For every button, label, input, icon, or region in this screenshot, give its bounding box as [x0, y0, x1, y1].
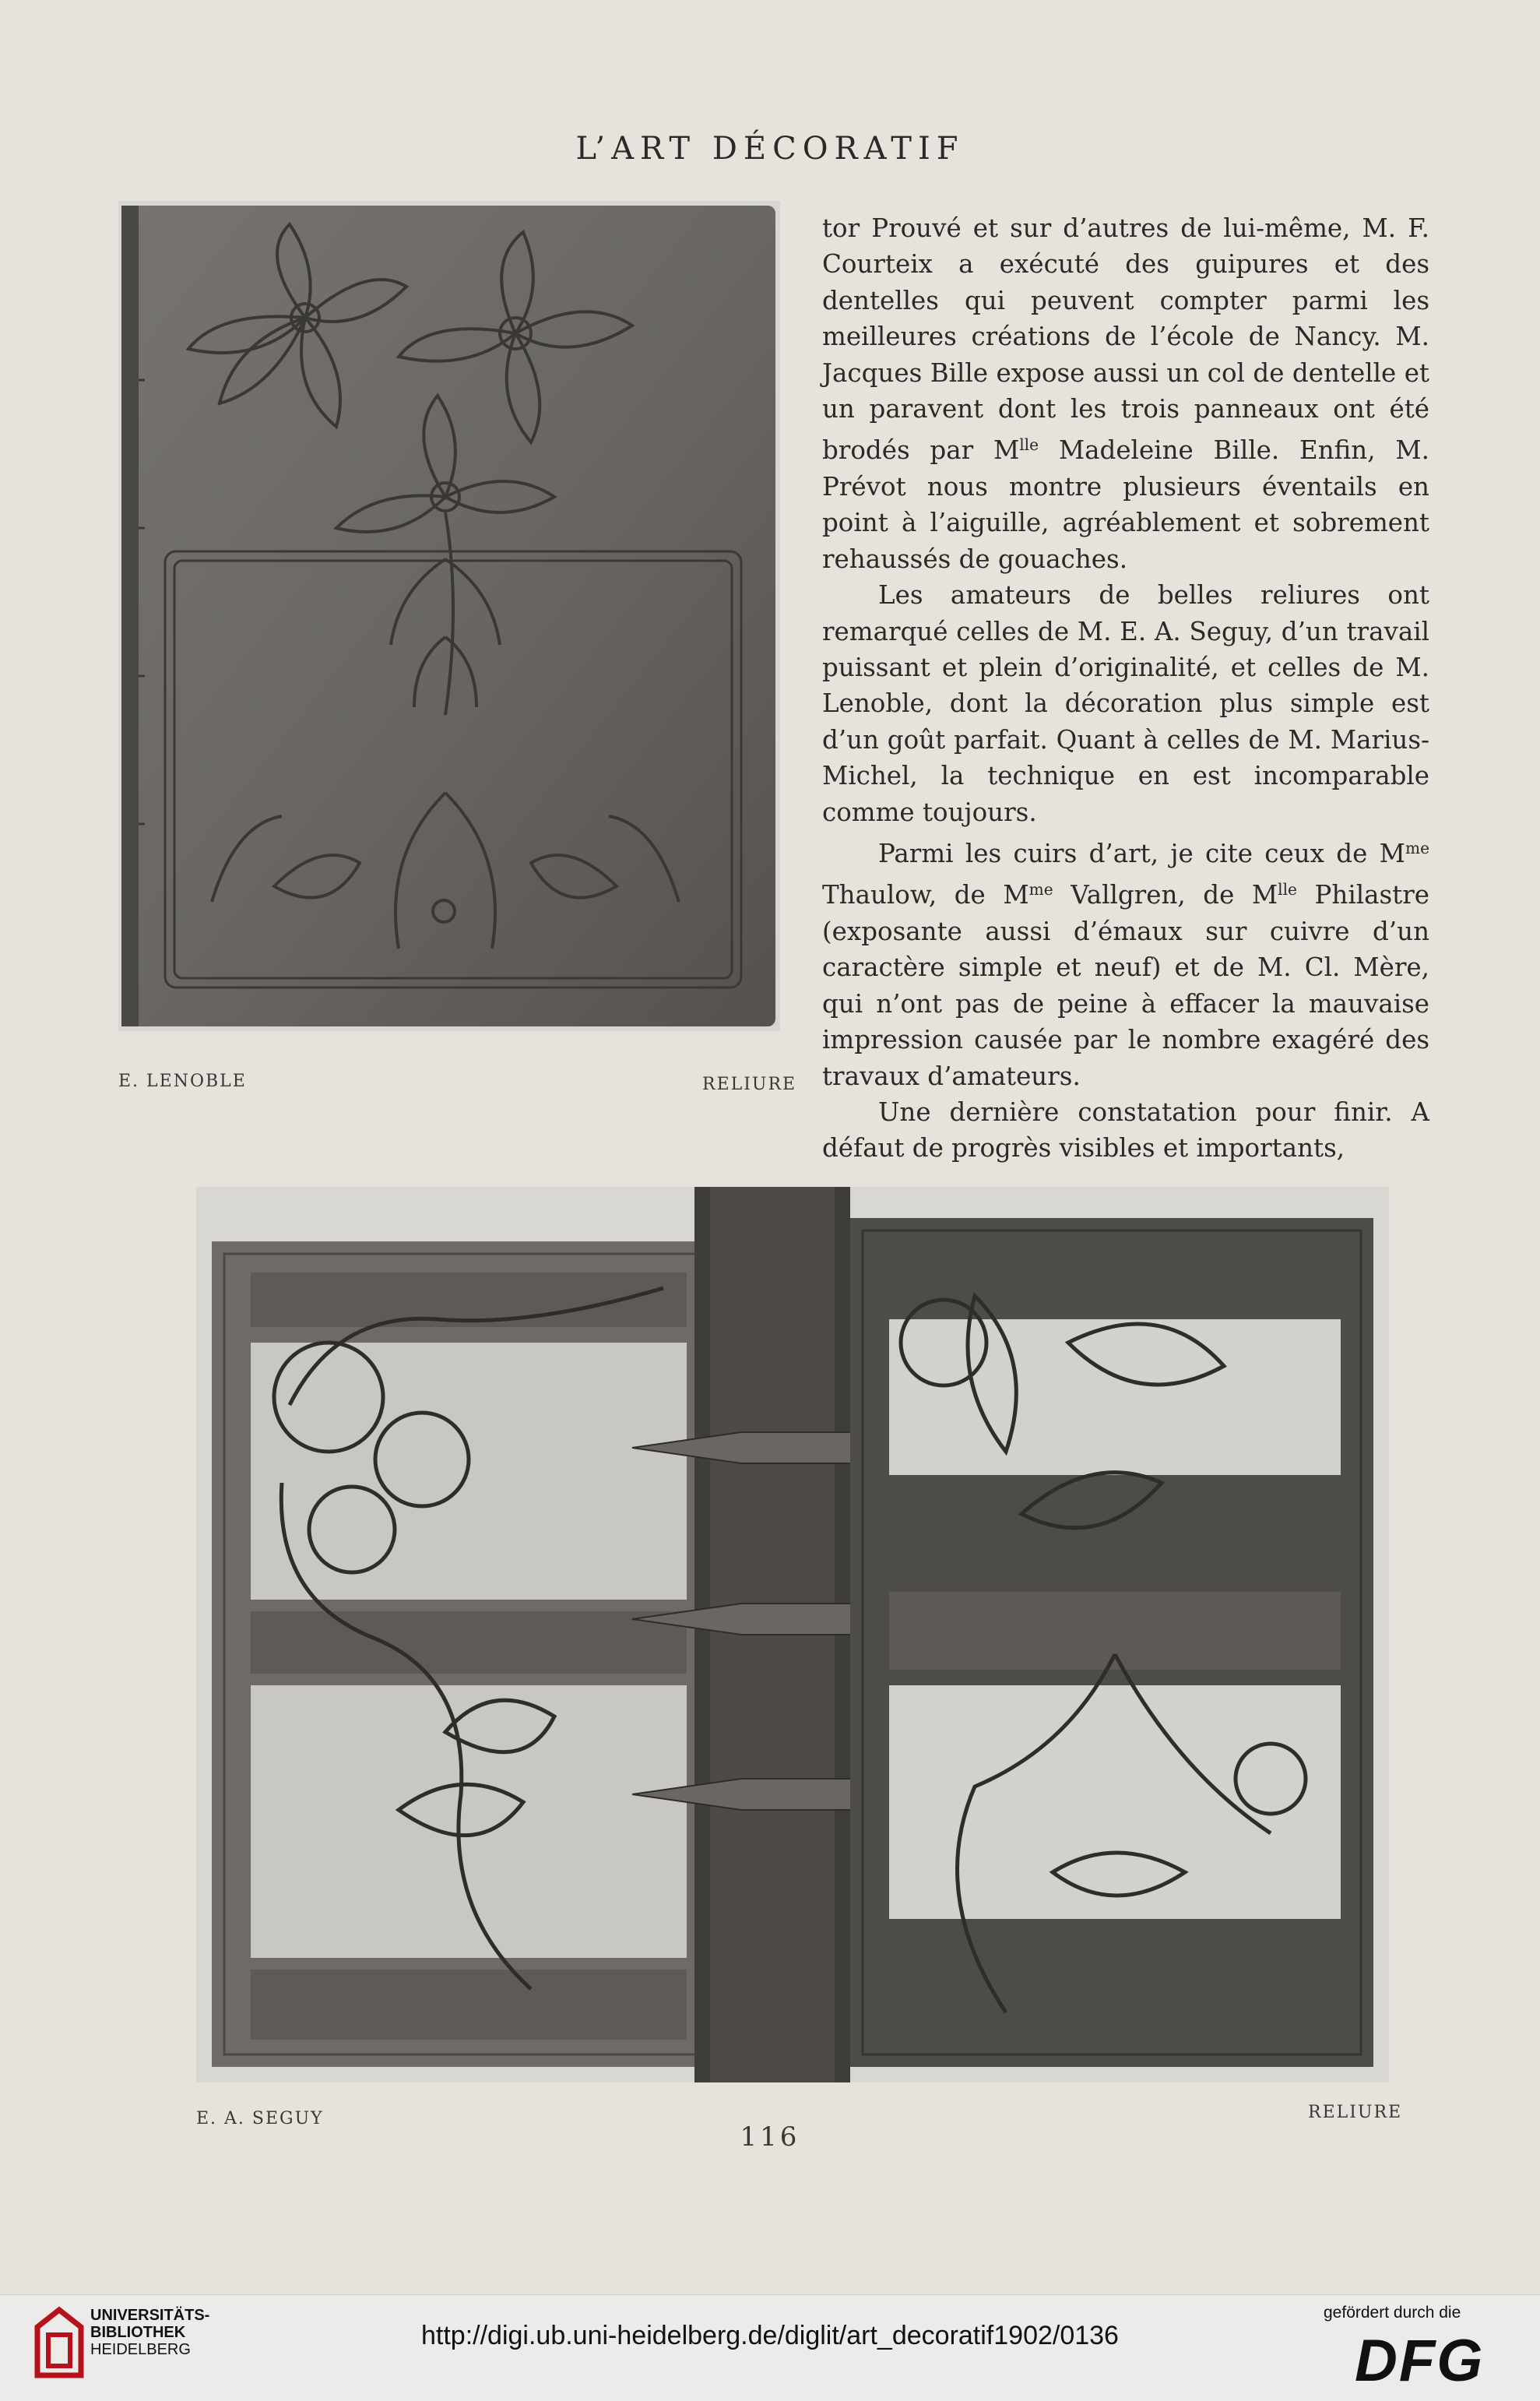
- paragraph-4: Une dernière constatation pour finir. A défaut de progrès visibles et importants,: [822, 1097, 1429, 1164]
- library-name: UNIVERSITÄTS- BIBLIOTHEK HEIDELBERG: [90, 2307, 210, 2358]
- plate-lenoble-binding: [118, 201, 780, 1031]
- lenoble-binding-illustration: [118, 201, 780, 1031]
- plate-seguy-caption-left: E. A. SEGUY: [196, 2109, 324, 2128]
- plate-lenoble-caption-right: RELIURE: [702, 1075, 797, 1094]
- seguy-binding-illustration: [196, 1187, 1389, 2082]
- plate-seguy-binding: [196, 1187, 1389, 2082]
- dfg-logo-icon: DFG: [1355, 2328, 1485, 2394]
- funder-label: gefördert durch die: [1324, 2304, 1461, 2322]
- paragraph-1: tor Prouvé et sur d’autres de lui-même, M. F. Courteix a exécuté des guipures et des dentelles qui peuvent compter parmi les meilleures créations de l’école de Nancy. M. Jacques Bille expose aussi un col de dentelle et un paravent dont les trois panneaux ont été brodés par $M^{lle}$ Madeleine Bille. Enfin, M. Prévot nous montre plusieurs éventails en point à l’aiguille, agréablement et sobrement rehaussés de gouaches.: [822, 213, 1429, 574]
- article-text: [822, 210, 1429, 1167]
- paragraph-2: Les amateurs de belles reliures ont remarqué celles de M. E. A. Seguy, d’un travail puissant et plein d’originalité, et celles de M. Lenoble, dont la décoration plus simple est d’un goût parfait. Quant à celles de M. Marius-Michel, la technique en est incomparable comme toujours.: [822, 580, 1429, 827]
- page-number: 116: [740, 2121, 800, 2153]
- plate-seguy-caption-right: RELIURE: [1308, 2103, 1403, 2122]
- paragraph-3: Parmi les cuirs d’art, je cite ceux de $M^{me}$ Thaulow, de $M^{me}$ Vallgren, de $M^{lle}$ Philastre (exposante aussi d’émaux sur cuivre d’un caractère simple et neuf) et de M. Cl. Mère, qui n’ont pas de peine à effacer la mauvaise impression causée par le nombre exagéré des travaux d’amateurs.: [822, 838, 1430, 1091]
- plate-lenoble-caption-left: E. LENOBLE: [118, 1072, 247, 1091]
- source-url-link[interactable]: http://digi.ub.uni-heidelberg.de/diglit/art_decoratif1902/0136: [421, 2321, 1119, 2350]
- running-title: L’ART DÉCORATIF: [575, 131, 965, 167]
